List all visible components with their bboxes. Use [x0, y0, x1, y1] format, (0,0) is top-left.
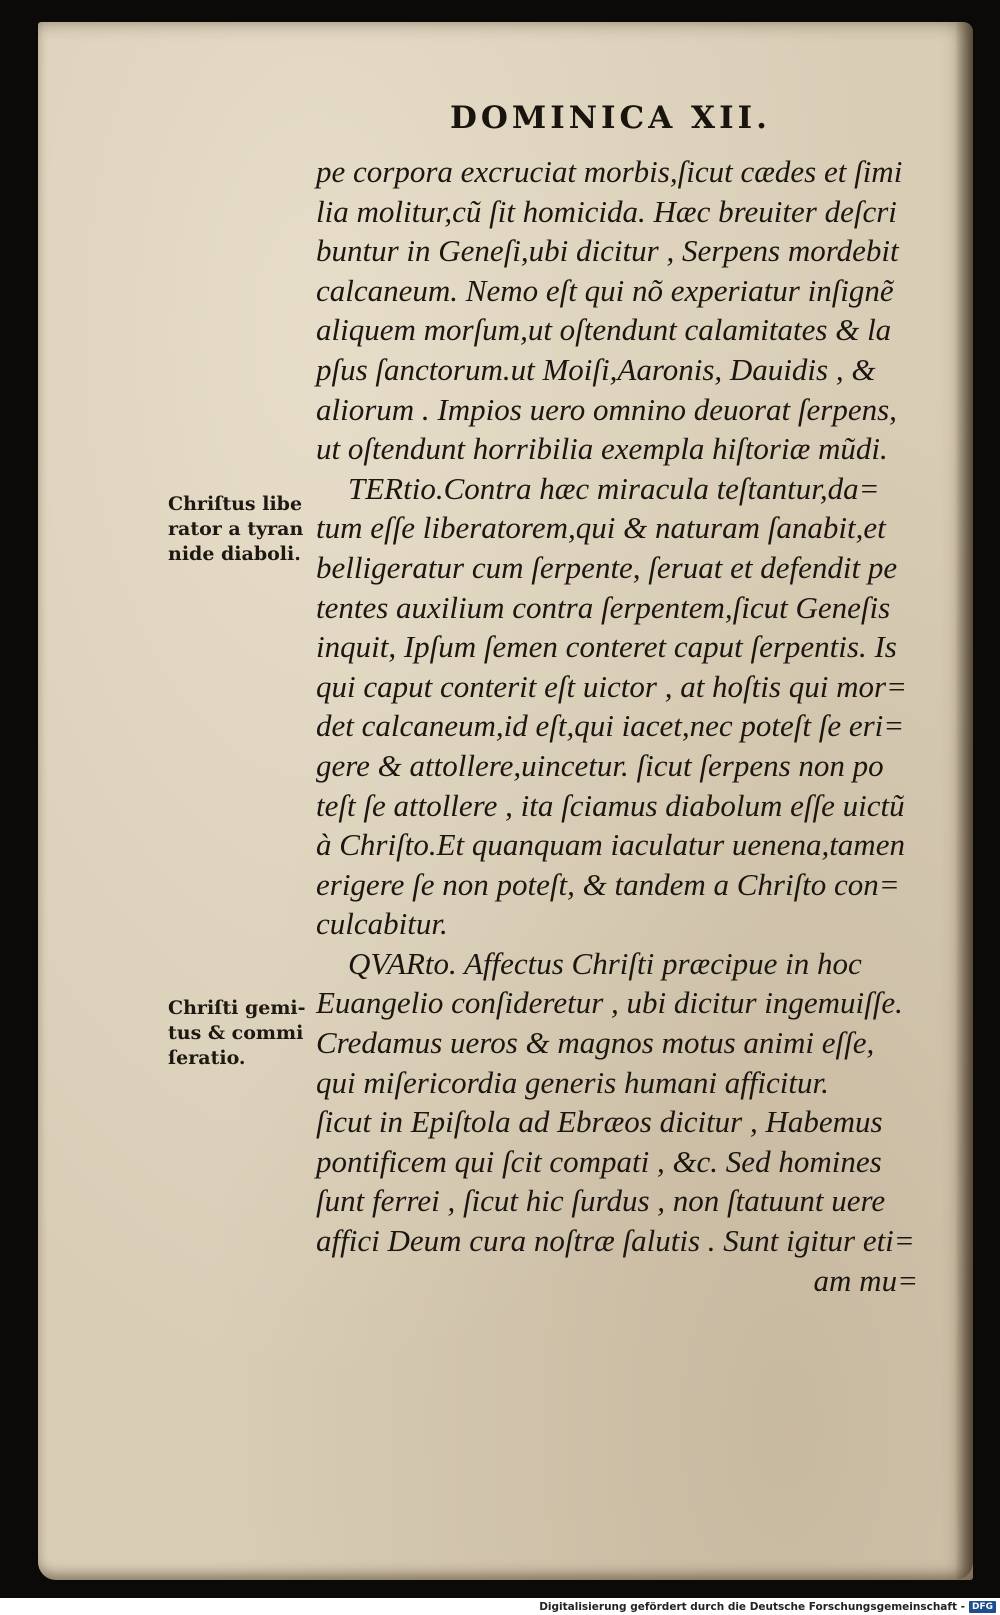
marginal-note: [168, 492, 318, 567]
text-line: ut oſtendunt horribilia exempla hiſtoriæ mũdi.: [316, 431, 888, 467]
funding-credit: Digitalisierung gefördert durch die Deutsche Forschungsgemeinschaft -: [539, 1600, 965, 1613]
text-line: à Chriſto.Et quanquam iaculatur uenena,tamen: [316, 827, 905, 863]
marginal-note-line: Chriſtus libe: [168, 493, 303, 515]
catchword: am mu=: [813, 1262, 918, 1298]
text-line: qui caput conterit eſt uictor , at hoſtis qui mor=: [316, 668, 907, 704]
marginal-note-line: ſeratio.: [168, 1047, 246, 1069]
page-edge-shadow: [955, 22, 973, 1580]
text-line: tentes auxilium contra ſerpentem,ſicut Geneſis: [316, 589, 891, 625]
text-line: pontificem qui ſcit compati , &c. Sed homines: [316, 1143, 882, 1179]
text-line: affici Deum cura noſtræ ſalutis . Sunt igitur eti=: [316, 1223, 915, 1259]
text-line: erigere ſe non poteſt, & tandem a Chriſto con=: [316, 866, 900, 902]
text-line: aliquem morſum,ut oſtendunt calamitates & la: [316, 312, 892, 348]
text-line: Euangelio conſideretur , ubi dicitur ingemuiſſe.: [316, 985, 903, 1021]
text-line: ſicut in Epiſtola ad Ebræos dicitur , Habemus: [316, 1104, 883, 1140]
marginal-note-line: rator a tyran: [168, 518, 304, 540]
text-line: det calcaneum,id eſt,qui iacet,nec poteſt ſe eri=: [316, 708, 905, 744]
marginal-note-line: Chriſti gemi-: [168, 997, 306, 1019]
digitization-footer: [0, 1598, 1000, 1615]
text-line: belligeratur cum ſerpente, ſeruat et defendit pe: [316, 549, 898, 585]
text-line: teſt ſe attollere , ita ſciamus diabolum eſſe uictũ: [316, 787, 905, 823]
text-line: QVARto. Affectus Chriſti præcipue in hoc: [348, 945, 862, 981]
text-line: inquit, Ipſum ſemen conteret caput ſerpentis. Is: [316, 629, 897, 665]
marginal-note-line: nide diaboli.: [168, 543, 301, 565]
text-line: ſunt ferrei , ſicut hic ſurdus , non ſtatuunt uere: [316, 1183, 886, 1219]
marginal-note-line: tus & commi: [168, 1022, 304, 1044]
text-line: calcaneum. Nemo eſt qui nõ experiatur inſignẽ: [316, 272, 894, 308]
text-line: TERtio.Contra hæc miracula teſtantur,da=: [348, 470, 880, 506]
running-title: DOMINICA XII.: [450, 100, 771, 136]
text-line: buntur in Geneſi,ubi dicitur , Serpens mordebit: [316, 233, 899, 269]
text-line: pe corpora excruciat morbis,ſicut cædes et ſimi: [316, 154, 903, 189]
text-line: pſus ſanctorum.ut Moiſi,Aaronis, Dauidis , &: [316, 351, 876, 387]
text-line: tum eſſe liberatorem,qui & naturam ſanabit,et: [316, 510, 886, 546]
text-line: culcabitur.: [316, 906, 448, 942]
text-line: lia molitur,cũ ſit homicida. Hæc breuiter deſcri: [316, 193, 897, 229]
text-line: gere & attollere,uincetur. ſicut ſerpens non po: [316, 747, 884, 783]
text-line: qui miſericordia generis humani afficitur.: [316, 1064, 829, 1100]
main-text-block: [316, 152, 926, 1300]
marginal-note: [168, 996, 318, 1071]
text-line: Credamus ueros & magnos motus animi eſſe,: [316, 1025, 875, 1061]
text-line: aliorum . Impios uero omnino deuorat ſerpens,: [316, 391, 897, 427]
dfg-logo: DFG: [969, 1601, 996, 1613]
